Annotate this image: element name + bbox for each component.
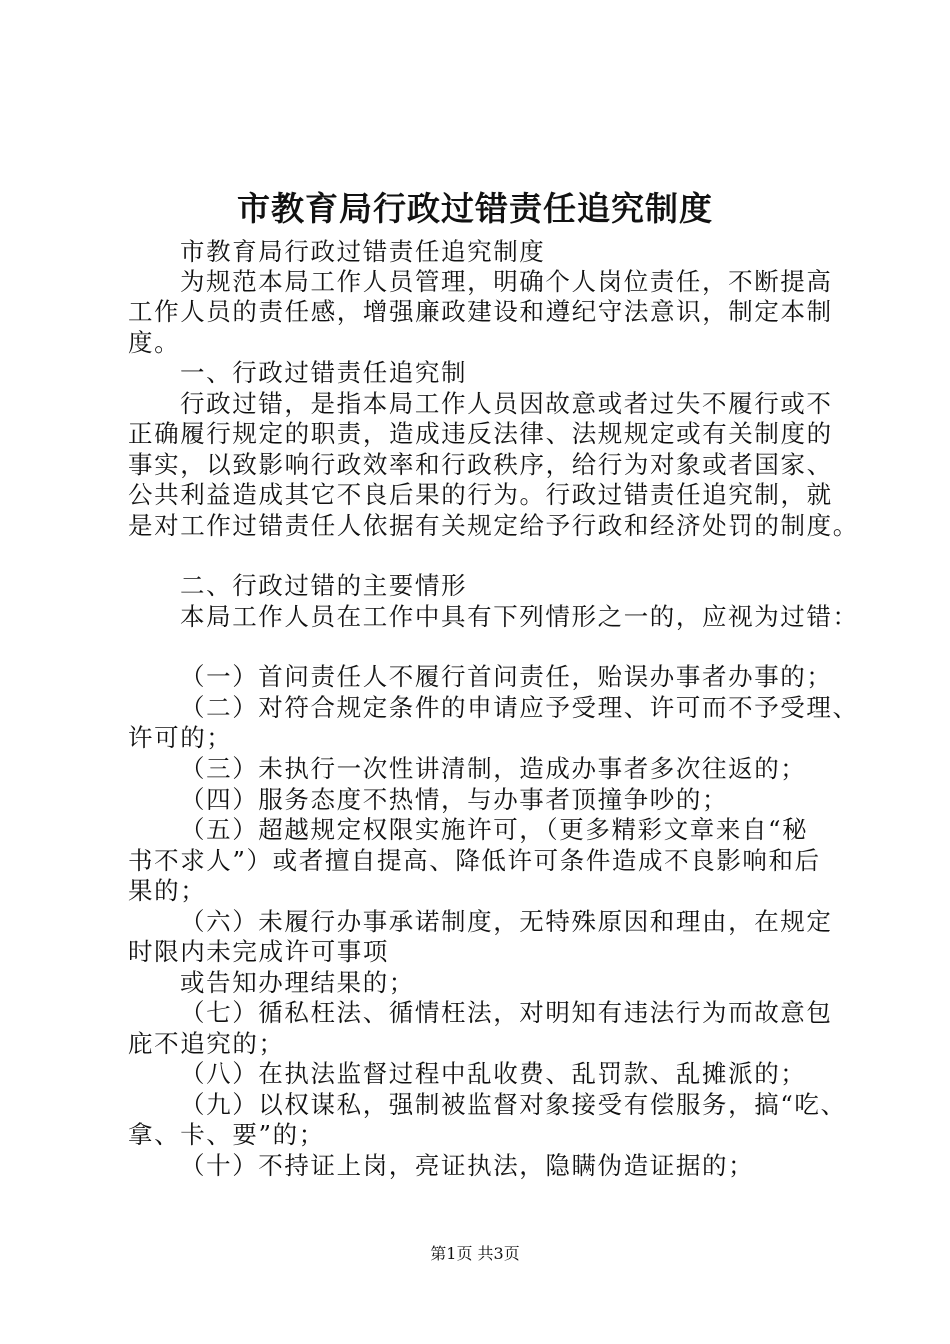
list-item: （九）以权谋私，强制被监督对象接受有偿服务，搞“吃、 — [180, 1090, 847, 1119]
list-item: （五）超越规定权限实施许可，（更多精彩文章来自“秘 — [180, 815, 809, 844]
list-item: （三）未执行一次性讲清制，造成办事者多次往返的； — [180, 754, 807, 783]
paragraph-line: 正确履行规定的职责，造成违反法律、法规规定或有关制度的 — [128, 419, 833, 448]
list-item: （二）对符合规定条件的申请应予受理、许可而不予受理、 — [180, 693, 859, 722]
list-item: 时限内未完成许可事项 — [128, 937, 389, 966]
list-item: （十）不持证上岗，亮证执法，隐瞒伪造证据的； — [180, 1151, 755, 1180]
section-heading: 一、行政过错责任追究制 — [180, 358, 468, 387]
paragraph-line: 度。 — [128, 328, 181, 357]
list-item: （四）服务态度不热情，与办事者顶撞争吵的； — [180, 785, 729, 814]
list-item: 果的； — [128, 876, 207, 905]
list-item: 庇不追究的； — [128, 1029, 285, 1058]
paragraph-line: 本局工作人员在工作中具有下列情形之一的，应视为过错： — [180, 602, 859, 631]
list-item: 书不求人”）或者擅自提高、降低许可条件造成不良影响和后 — [128, 846, 821, 875]
list-item: 拿、卡、要”的； — [128, 1120, 325, 1149]
list-item: 或告知办理结果的； — [180, 968, 415, 997]
paragraph-line: 公共利益造成其它不良后果的行为。行政过错责任追究制，就 — [128, 480, 833, 509]
paragraph-line: 为规范本局工作人员管理，明确个人岗位责任，不断提高 — [180, 267, 833, 296]
list-item: （一）首问责任人不履行首问责任，贻误办事者办事的； — [180, 662, 833, 691]
section-heading: 二、行政过错的主要情形 — [180, 571, 468, 600]
list-item: （八）在执法监督过程中乱收费、乱罚款、乱摊派的； — [180, 1059, 807, 1088]
page-number: 第1页 共3页 — [430, 1244, 520, 1263]
list-item: 许可的； — [128, 723, 233, 752]
list-item: （七）循私枉法、循情枉法，对明知有违法行为而故意包 — [180, 998, 833, 1027]
paragraph-line: 行政过错，是指本局工作人员因故意或者过失不履行或不 — [180, 389, 833, 418]
paragraph-line: 是对工作过错责任人依据有关规定给予行政和经济处罚的制度。 — [128, 511, 859, 540]
paragraph-line: 市教育局行政过错责任追究制度 — [180, 237, 546, 266]
list-item: （六）未履行办事承诺制度，无特殊原因和理由，在规定 — [180, 907, 833, 936]
document-title: 市教育局行政过错责任追究制度 — [237, 189, 713, 228]
paragraph-line: 工作人员的责任感，增强廉政建设和遵纪守法意识，制定本制 — [128, 297, 833, 326]
paragraph-line: 事实，以致影响行政效率和行政秩序，给行为对象或者国家、 — [128, 450, 833, 479]
